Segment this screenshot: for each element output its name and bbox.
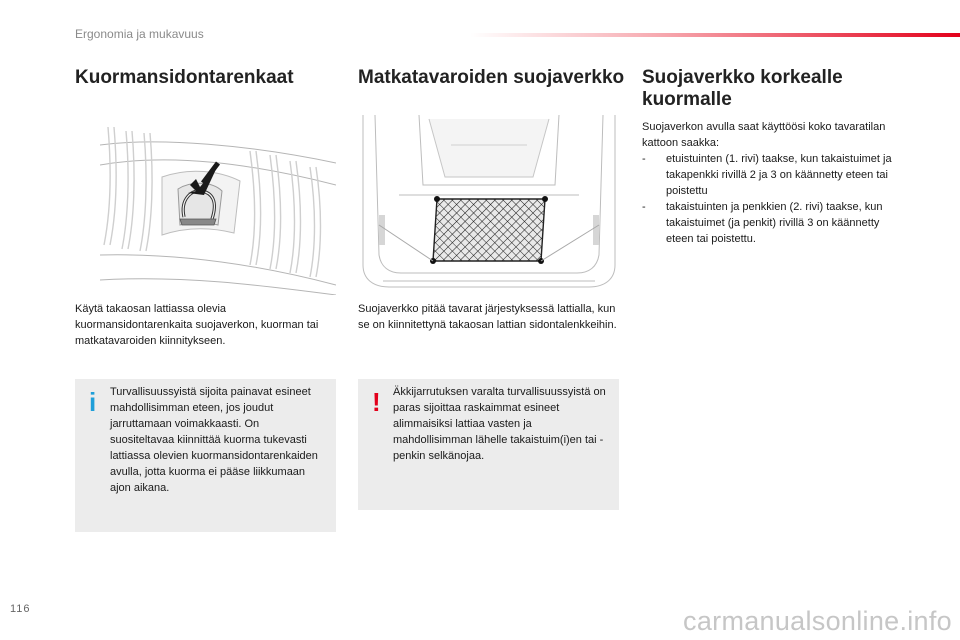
luggage-net-drawing bbox=[359, 115, 619, 295]
header-accent-rule bbox=[470, 33, 960, 37]
list-item: - etuistuinten (1. rivi) taakse, kun takaistuimet ja takapenkki rivillä 2 ja 3 on käännetty eteen tai poistettu bbox=[642, 153, 892, 197]
warning-note-text: Äkkijarrutuksen varalta turvallisuussyistä on paras sijoittaa raskaimmat esineet alimmaisiksi lattiaa vasten ja mahdollisimman lähelle takaistuim(i)en tai -penkin selkänojaa. bbox=[393, 386, 606, 462]
luggage-net-illustration bbox=[359, 115, 619, 295]
cargo-floor-ring-illustration bbox=[100, 115, 336, 295]
list-item-text: takaistuinten ja penkkien (2. rivi) taakse, kun takaistuimet (ja penkit) rivillä 3 on käännetty eteen tai poistettu. bbox=[666, 201, 883, 245]
list-item: - takaistuinten ja penkkien (2. rivi) taakse, kun takaistuimet (ja penkit) rivillä 3 on käännetty eteen tai poistettu. bbox=[642, 201, 883, 245]
caption-cargo-rings: Käytä takaosan lattiassa olevia kuormansidontarenkaita suojaverkon, kuorman tai matkatavaroiden kiinnitykseen. bbox=[75, 303, 319, 347]
info-note bbox=[75, 379, 336, 532]
section-title-cargo-rings: Kuormansidontarenkaat bbox=[75, 67, 294, 88]
running-head: Ergonomia ja mukavuus bbox=[75, 27, 204, 41]
info-icon: i bbox=[89, 387, 97, 417]
high-load-net-intro: Suojaverkon avulla saat käyttöösi koko tavaratilan kattoon saakka: bbox=[642, 121, 886, 149]
cargo-floor-ring-drawing bbox=[100, 115, 336, 295]
list-item-text: etuistuinten (1. rivi) taakse, kun takaistuimet ja takapenkki rivillä 2 ja 3 on käännetty eteen tai poistettu bbox=[666, 153, 892, 197]
caption-luggage-net: Suojaverkko pitää tavarat järjestyksessä lattialla, kun se on kiinnitettynä takaosan lattian sidontalenkkeihin. bbox=[358, 303, 617, 331]
high-load-net-list bbox=[642, 151, 902, 247]
page-number: 116 bbox=[10, 603, 31, 615]
warning-icon: ! bbox=[372, 387, 381, 417]
info-note-text: Turvallisuussyistä sijoita painavat esineet mahdollisimman eteen, jos joudut jarruttamaan voimakkaasti. On suositeltavaa kiinnittää kuorma tukevasti lattiassa olevien kuormansidontarenkaiden avulla, jotta kuorma ei pääse liikkumaan ajon aikana. bbox=[110, 386, 318, 494]
section-title-high-load-net: Suojaverkko korkealle kuormalle bbox=[642, 67, 843, 110]
warning-note bbox=[358, 379, 619, 510]
watermark: carmanualsonline.info bbox=[683, 606, 952, 636]
section-title-luggage-net: Matkatavaroiden suojaverkko bbox=[358, 67, 625, 88]
